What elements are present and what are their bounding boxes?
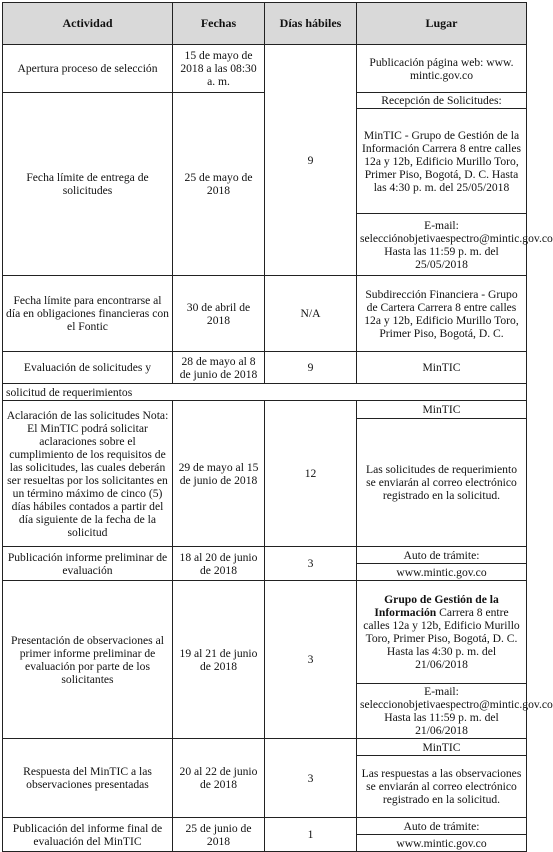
cell-dias: 9 <box>265 45 357 276</box>
lugar-bold-label: Grupo de Gestión de la Información <box>374 593 499 619</box>
cell-lugar-address <box>357 581 527 684</box>
header-dias: Días hábiles <box>265 3 357 45</box>
cell-fechas: 28 de mayo al 8 de junio de 2018 <box>173 352 265 384</box>
cell-fechas: 20 al 22 de junio de 2018 <box>173 739 265 818</box>
cell-fechas: 18 al 20 de junio de 2018 <box>173 547 265 581</box>
lugar-address-text: Carrera 8 entre calles 12a y 12b, Edificio Murillo Toro, Primer Piso, Bogotá, D. C. Hasta las 4:30 p. m. del 21/06/2018 <box>363 606 520 671</box>
table-row <box>3 401 527 419</box>
cell-dias: 12 <box>265 401 357 547</box>
cell-lugar-head: Auto de trámite: <box>357 547 527 564</box>
cell-lugar-head: MinTIC <box>357 739 527 756</box>
cell-actividad: Evaluación de solicitudes y <box>3 352 173 384</box>
header-row <box>3 3 527 45</box>
cell-fechas: 25 de mayo de 2018 <box>173 93 265 276</box>
table-row <box>3 352 527 384</box>
cell-dias: N/A <box>265 276 357 352</box>
table-row <box>3 581 527 684</box>
cell-actividad: Presentación de observaciones al primer informe preliminar de evaluación por parte de los solicitantes <box>3 581 173 739</box>
cell-actividad: Apertura proceso de selección <box>3 45 173 93</box>
table-row <box>3 384 527 401</box>
cell-lugar-email: E-mail: seleccionobjetivaespectro@mintic.gov.co Hasta las 11:59 p. m. del 21/06/2018 <box>357 684 527 739</box>
cell-fechas: 25 de junio de 2018 <box>173 818 265 852</box>
cell-fechas: 19 al 21 de junio de 2018 <box>173 581 265 739</box>
header-lugar: Lugar <box>357 3 527 45</box>
cell-lugar: Las respuestas a las observaciones se enviarán al correo electrónico registrado en la solicitud. <box>357 756 527 818</box>
cell-dias: 3 <box>265 581 357 739</box>
cell-actividad: Fecha límite de entrega de solicitudes <box>3 93 173 276</box>
cell-lugar: www.mintic.gov.co <box>357 835 527 852</box>
cell-lugar-address: MinTIC - Grupo de Gestión de la Información Carrera 8 entre calles 12a y 12b, Edificio Murillo Toro, Primer Piso, Bogotá, D. C. Hasta las 4:30 p. m. del 25/05/2018 <box>357 109 527 214</box>
cell-actividad: Publicación del informe final de evaluación del MinTIC <box>3 818 173 852</box>
cell-lugar-head: MinTIC <box>357 401 527 419</box>
cell-fechas: 30 de abril de 2018 <box>173 276 265 352</box>
header-actividad: Actividad <box>3 3 173 45</box>
cell-lugar-head: Recepción de Solicitudes: <box>357 93 527 109</box>
table-row <box>3 818 527 835</box>
cell-dias: 9 <box>265 352 357 384</box>
cell-lugar: www.mintic.gov.co <box>357 564 527 581</box>
cell-actividad-continued: solicitud de requerimientos <box>3 384 527 401</box>
cell-actividad: Fecha límite para encontrarse al día en obligaciones financieras con el Fontic <box>3 276 173 352</box>
cell-lugar-head: Auto de trámite: <box>357 818 527 835</box>
cell-dias: 1 <box>265 818 357 852</box>
table-row <box>3 547 527 564</box>
cell-lugar: Las solicitudes de requerimiento se enviarán al correo electrónico registrado en la solicitud. <box>357 419 527 547</box>
cell-lugar: Subdirección Financiera - Grupo de Cartera Carrera 8 entre calles 12a y 12b, Edificio Murillo Toro, Primer Piso, Bogotá, D. C. <box>357 276 527 352</box>
header-fechas: Fechas <box>173 3 265 45</box>
cell-dias: 3 <box>265 739 357 818</box>
cell-lugar: MinTIC <box>357 352 527 384</box>
cell-actividad: Respuesta del MinTIC a las observaciones presentadas <box>3 739 173 818</box>
table-row <box>3 276 527 352</box>
cell-lugar-email: E-mail: selecciónobjetivaespectro@mintic.gov.co Hasta las 11:59 p. m. del 25/05/2018 <box>357 214 527 276</box>
table-row <box>3 45 527 93</box>
cell-actividad: Publicación informe preliminar de evaluación <box>3 547 173 581</box>
table-row <box>3 739 527 756</box>
cell-fechas: 29 de mayo al 15 de junio de 2018 <box>173 401 265 547</box>
cell-actividad: Aclaración de las solicitudes Nota: El MinTIC podrá solicitar aclaraciones sobre el cumplimiento de los requisitos de las solicitudes, las cuales deberán ser resueltas por los solicitantes en un término máximo de cinco (5) días hábiles contados a partir del día siguiente de la fecha de la solicitud <box>3 401 173 547</box>
schedule-table <box>2 2 553 852</box>
cell-dias: 3 <box>265 547 357 581</box>
cell-fechas: 15 de mayo de 2018 a las 08:30 a. m. <box>173 45 265 93</box>
cell-lugar: Publicación página web: www. mintic.gov.co <box>357 45 527 93</box>
